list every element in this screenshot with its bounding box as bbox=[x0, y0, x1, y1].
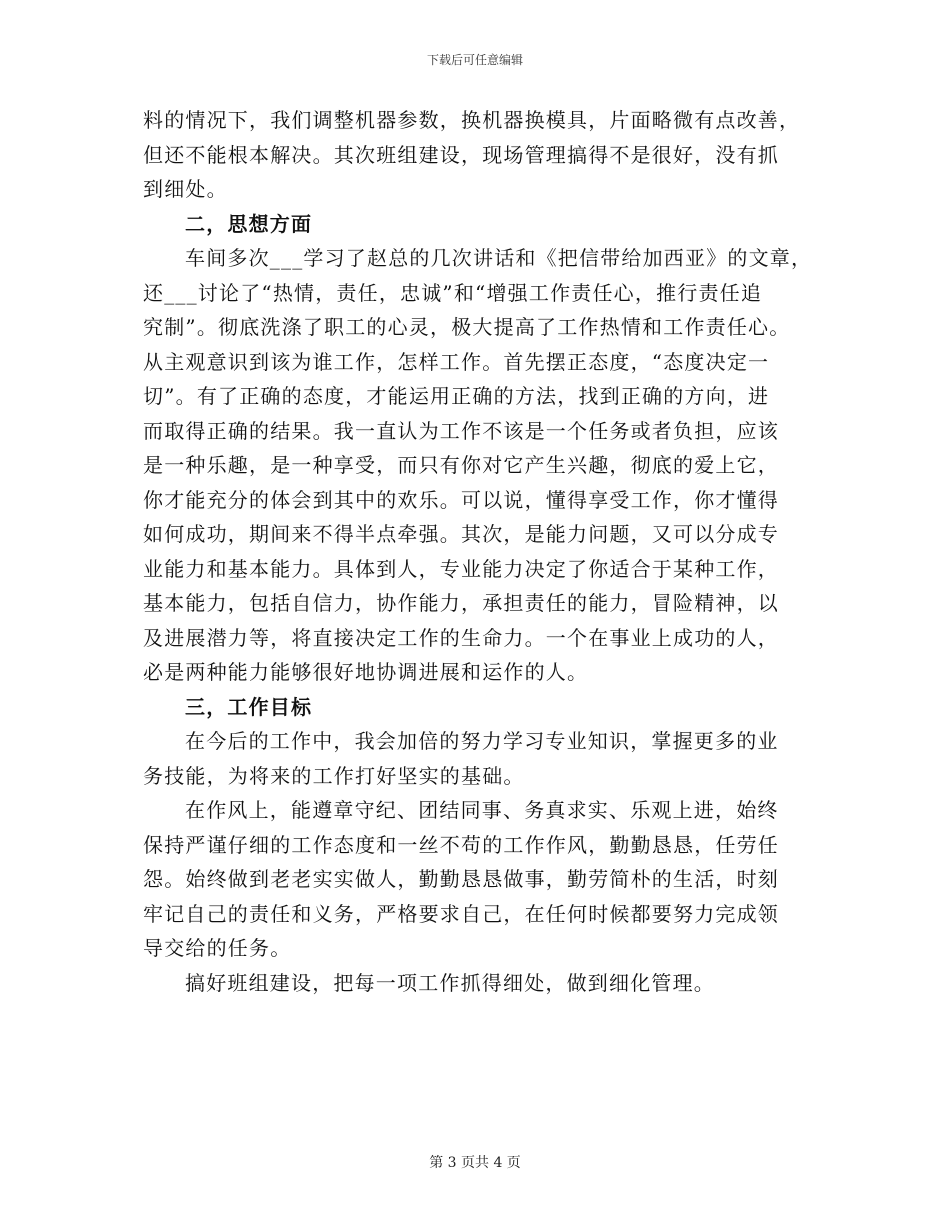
body-line: 及进展潜力等，将直接决定工作的生命力。一个在事业上成功的人， bbox=[143, 625, 779, 650]
body-line: 如何成功，期间来不得半点牵强。其次，是能力问题，又可以分成专 bbox=[143, 522, 779, 546]
body-line: 牢记自己的责任和义务，严格要求自己，在任何时候都要努力完成领 bbox=[143, 901, 779, 926]
section-heading: 三，工作目标 bbox=[185, 694, 313, 719]
body-line: 导交给的任务。 bbox=[143, 936, 292, 960]
body-line: 在今后的工作中，我会加倍的努力学习专业知识，掌握更多的业 bbox=[185, 729, 779, 753]
body-line: 是一种乐趣，是一种享受，而只有你对它产生兴趣，彻底的爱上它， bbox=[143, 453, 779, 477]
body-line: 务技能，为将来的工作打好坚实的基础。 bbox=[143, 763, 525, 788]
body-line: 基本能力，包括自信力，协作能力，承担责任的能力，冒险精神，以 bbox=[143, 591, 779, 615]
body-line: 还___讨论了“热情，责任，忠诚”和“增强工作责任心，推行责任追 bbox=[143, 280, 763, 305]
body-line: 你才能充分的体会到其中的欢乐。可以说，懂得享受工作，你才懂得 bbox=[143, 487, 779, 512]
page-footer: 第 3 页共 4 页 bbox=[429, 1155, 521, 1171]
body-line: 到细处。 bbox=[143, 177, 228, 201]
body-line: 必是两种能力能够很好地协调进展和运作的人。 bbox=[143, 660, 589, 684]
body-line: 从主观意识到该为谁工作，怎样工作。首先摆正态度，“态度决定一 bbox=[143, 349, 770, 374]
body-line: 搞好班组建设，把每一项工作抓得细处，做到细化管理。 bbox=[185, 970, 715, 995]
body-line: 而取得正确的结果。我一直认为工作不该是一个任务或者负担，应该 bbox=[143, 418, 779, 443]
body-line: 切”。有了正确的态度，才能运用正确的方法，找到正确的方向，进 bbox=[143, 384, 770, 408]
page-header: 下载后可任意编辑 bbox=[426, 53, 523, 67]
body-line: 车间多次___学习了赵总的几次讲话和《把信带给加西亚》的文章， bbox=[185, 246, 813, 270]
body-line: 业能力和基本能力。具体到人，专业能力决定了你适合于某种工作， bbox=[143, 556, 779, 581]
body-line: 料的情况下，我们调整机器参数，换机器换模具，片面略微有点改善， bbox=[143, 108, 801, 132]
body-line: 在作风上，能遵章守纪、团结同事、务真求实、乐观上进，始终 bbox=[185, 798, 779, 822]
body-line: 但还不能根本解决。其次班组建设，现场管理搞得不是很好，没有抓 bbox=[143, 142, 779, 167]
body-line: 保持严谨仔细的工作态度和一丝不苟的工作作风，勤勤恳恳，任劳任 bbox=[143, 832, 779, 857]
body-line: 究制”。彻底洗涤了职工的心灵，极大提高了工作热情和工作责任心。 bbox=[143, 315, 791, 339]
document-body bbox=[143, 103, 823, 1000]
section-heading: 二，思想方面 bbox=[185, 211, 313, 236]
body-line: 怨。始终做到老老实实做人，勤勤恳恳做事，勤劳简朴的生活，时刻 bbox=[143, 867, 779, 891]
